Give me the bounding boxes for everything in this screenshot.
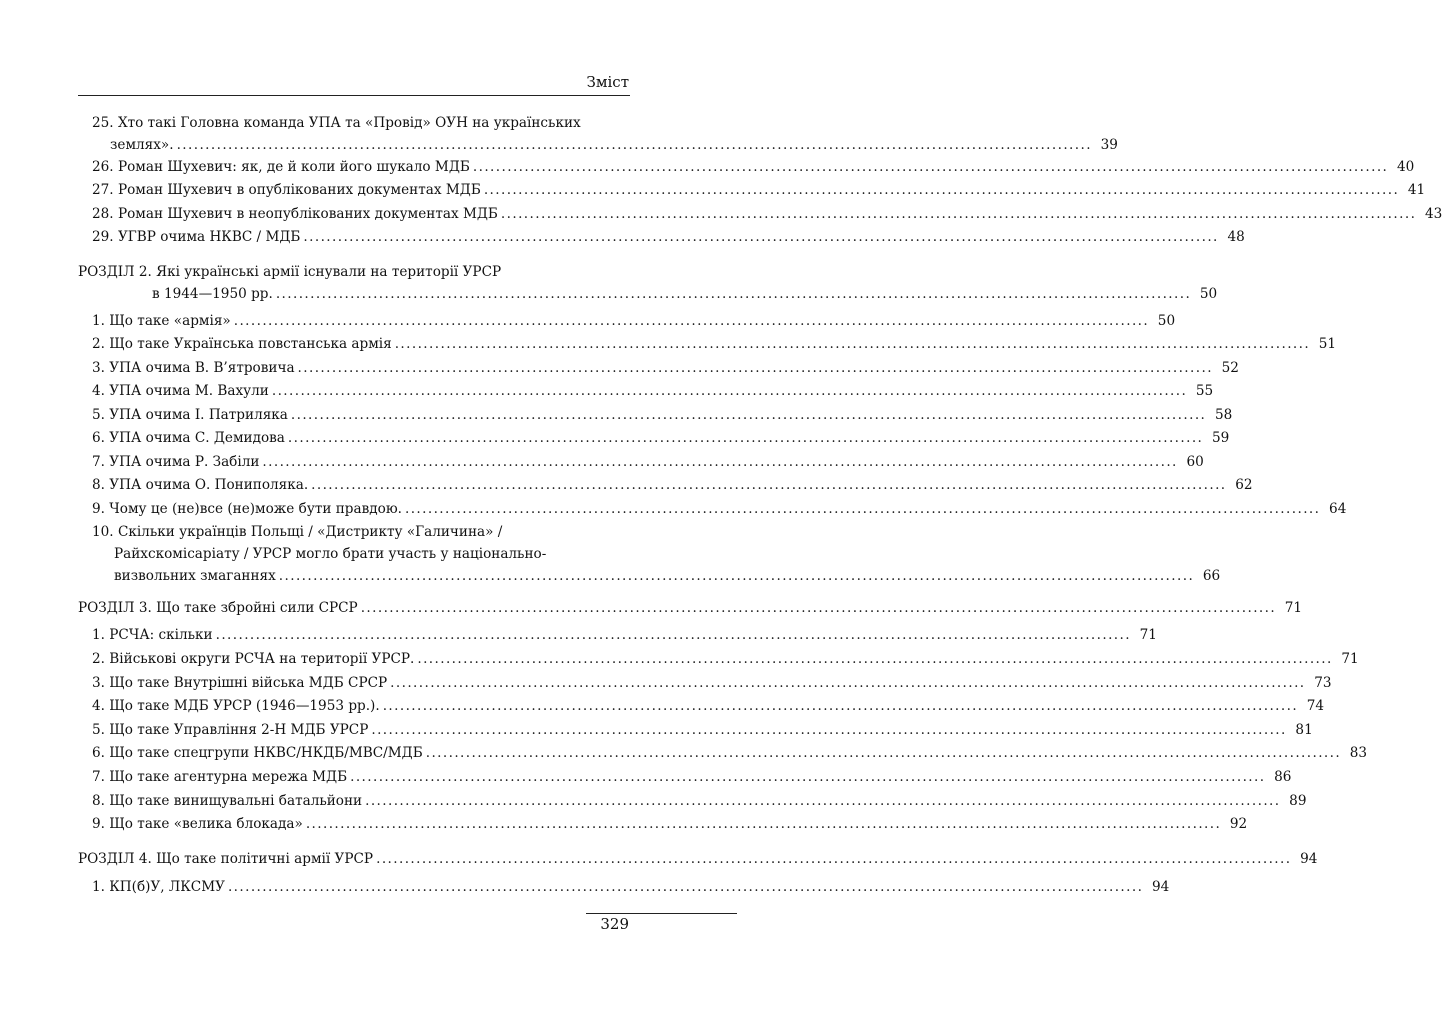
- toc-page-number: 66: [1202, 568, 1221, 584]
- dot-leader: ................................................................................................................................................................: [227, 879, 1144, 895]
- toc-entry-text: 6. УПА очима С. Демидова: [92, 430, 285, 446]
- toc-entry-3-6: [92, 742, 1368, 764]
- toc-entry-text: 6. Що таке спецгрупи НКВС/НКДБ/МВС/МДБ: [92, 745, 423, 761]
- toc-entry-text: 5. Що таке Управління 2-Н МДБ УРСР: [92, 722, 369, 738]
- toc-page-number: 52: [1221, 360, 1239, 376]
- toc-page-number: 62: [1235, 477, 1253, 493]
- toc-entry-2-5: [92, 404, 1233, 426]
- toc-entry-2-9: [92, 498, 1347, 520]
- dot-leader: ................................................................................................................................................................: [360, 600, 1277, 616]
- dot-leader: ................................................................................................................................................................: [275, 286, 1192, 302]
- dot-leader: ................................................................................................................................................................: [404, 501, 1321, 517]
- toc-entry-3-4: [92, 695, 1325, 717]
- toc-entry-text: 9. Чому це (не)все (не)може бути правдою.: [92, 501, 402, 517]
- toc-entry-2-8: [92, 474, 1253, 496]
- dot-leader: ................................................................................................................................................................: [297, 360, 1213, 376]
- dot-leader: ................................................................................................................................................................: [262, 454, 1178, 470]
- toc-entry-text: 2. Що таке Українська повстанська армія: [92, 336, 392, 352]
- toc-page-number: 83: [1349, 745, 1368, 761]
- toc-chapter-title: РОЗДІЛ 2. Які українські армії існували на території УРСР: [78, 264, 502, 280]
- toc-entry-2-3: [92, 357, 1239, 379]
- dot-leader: ................................................................................................................................................................: [425, 745, 1342, 761]
- dot-leader: ................................................................................................................................................................: [215, 627, 1131, 643]
- toc-chapter-3: [78, 597, 1303, 619]
- toc-entry-text: 2. Військові округи РСЧА на території УРСР.: [92, 651, 415, 667]
- toc-entry-text: 4. УПА очима М. Вахули: [92, 383, 269, 399]
- dot-leader: ................................................................................................................................................................: [287, 430, 1204, 446]
- toc-chapter-title: РОЗДІЛ 3. Що таке збройні сили СРСР: [78, 600, 358, 616]
- dot-leader: ................................................................................................................................................................: [472, 159, 1389, 175]
- toc-entry-2-6: [92, 427, 1230, 449]
- toc-entry-3-2: [92, 648, 1359, 670]
- toc-entry-text: 3. УПА очима В. В’ятровича: [92, 360, 295, 376]
- toc-entry-26: [92, 156, 1415, 178]
- toc-entry-text: 8. УПА очима О. Пониполяка.: [92, 477, 309, 493]
- page-header-title: Зміст: [586, 73, 629, 91]
- toc-page-number: 71: [1284, 600, 1303, 616]
- toc-entry-text: 25. Хто такі Головна команда УПА та «Провід» ОУН на українських: [92, 115, 581, 131]
- dot-leader: ................................................................................................................................................................: [233, 313, 1150, 329]
- toc-page-number: 81: [1295, 722, 1313, 738]
- toc-page-number: 40: [1396, 159, 1415, 175]
- toc-entry-text: 26. Роман Шухевич: як, де й коли його шукало МДБ: [92, 159, 470, 175]
- page-number: 329: [600, 915, 629, 933]
- toc-page-number: 58: [1214, 407, 1233, 423]
- toc-entry-3-3: [92, 672, 1332, 694]
- toc-entry-text: 10. Скільки українців Польщі / «Дистрикту «Галичина» /: [92, 524, 503, 540]
- toc-chapter-title: в 1944—1950 рр.: [152, 286, 273, 302]
- toc-page-number: 51: [1318, 336, 1337, 352]
- dot-leader: ................................................................................................................................................................: [483, 182, 1400, 198]
- toc-entry-3-5: [92, 719, 1313, 741]
- toc-entry-text: 28. Роман Шухевич в неопублікованих документах МДБ: [92, 206, 498, 222]
- toc-page-number: 50: [1157, 313, 1176, 329]
- dot-leader: ................................................................................................................................................................: [371, 722, 1287, 738]
- toc-entry-2-2: [92, 333, 1337, 355]
- toc-entry-2-4: [92, 380, 1214, 402]
- toc-entry-text: 1. РСЧА: скільки: [92, 627, 213, 643]
- dot-leader: ................................................................................................................................................................: [290, 407, 1207, 423]
- toc-page-number: 86: [1274, 769, 1292, 785]
- toc-page-number: 41: [1407, 182, 1426, 198]
- toc-entry-text: 8. Що таке винищувальні батальйони: [92, 793, 363, 809]
- toc-page-number: 64: [1329, 501, 1347, 517]
- toc-page-number: 43: [1424, 206, 1442, 222]
- toc-page-number: 71: [1341, 651, 1359, 667]
- toc-entry-text: 4. Що таке МДБ УРСР (1946—1953 рр.).: [92, 698, 380, 714]
- toc-entry-28: [92, 203, 1442, 225]
- dot-leader: ................................................................................................................................................................: [394, 336, 1311, 352]
- footer-rule: [586, 913, 737, 914]
- dot-leader: ................................................................................................................................................................: [376, 851, 1292, 867]
- toc-entry-text: 9. Що таке «велика блокада»: [92, 816, 303, 832]
- toc-entry-text: визвольних змаганнях: [114, 568, 276, 584]
- header-rule: [78, 95, 630, 96]
- toc-entry-text: 1. КП(б)У, ЛКСМУ: [92, 879, 225, 895]
- toc-entry-27: [92, 179, 1426, 201]
- toc-page-number: 39: [1100, 137, 1118, 153]
- toc-entry-2-10: [92, 521, 1221, 587]
- toc-entry-3-1: [92, 624, 1157, 646]
- toc-entry-3-8: [92, 790, 1307, 812]
- dot-leader: ................................................................................................................................................................: [417, 651, 1333, 667]
- dot-leader: ................................................................................................................................................................: [311, 477, 1227, 493]
- toc-page-number: 55: [1195, 383, 1214, 399]
- toc-entry-text: землях».: [110, 137, 174, 153]
- toc-page-number: 48: [1227, 229, 1245, 245]
- toc-entry-2-7: [92, 451, 1204, 473]
- dot-leader: ................................................................................................................................................................: [500, 206, 1417, 222]
- toc-entry-text: 1. Що таке «армія»: [92, 313, 231, 329]
- toc-page-number: 71: [1139, 627, 1157, 643]
- toc-entry-text: 5. УПА очима І. Патриляка: [92, 407, 288, 423]
- dot-leader: ................................................................................................................................................................: [176, 137, 1092, 153]
- toc-entry-25: [92, 112, 1118, 156]
- toc-entry-text: 27. Роман Шухевич в опублікованих документах МДБ: [92, 182, 481, 198]
- toc-entry-text: Райхскомісаріату / УРСР могло брати участь у національно-: [114, 546, 547, 562]
- dot-leader: ................................................................................................................................................................: [390, 675, 1306, 691]
- toc-chapter-title: РОЗДІЛ 4. Що таке політичні армії УРСР: [78, 851, 374, 867]
- toc-entry-text: 7. Що таке агентурна мережа МДБ: [92, 769, 348, 785]
- toc-page-number: 94: [1300, 851, 1318, 867]
- toc-entry-3-9: [92, 813, 1248, 835]
- dot-leader: ................................................................................................................................................................: [382, 698, 1299, 714]
- toc-entry-4-1: [92, 876, 1170, 898]
- dot-leader: ................................................................................................................................................................: [278, 568, 1195, 584]
- toc-entry-text: 3. Що таке Внутрішні війська МДБ СРСР: [92, 675, 388, 691]
- dot-leader: ................................................................................................................................................................: [365, 793, 1281, 809]
- toc-page-number: 60: [1186, 454, 1204, 470]
- toc-page-number: 50: [1199, 286, 1218, 302]
- toc-entry-text: 7. УПА очима Р. Забіли: [92, 454, 260, 470]
- toc-page-number: 89: [1289, 793, 1307, 809]
- toc-chapter-2: [78, 261, 1218, 305]
- toc-page-number: 59: [1211, 430, 1230, 446]
- dot-leader: ................................................................................................................................................................: [305, 816, 1222, 832]
- toc-entry-text: 29. УГВР очима НКВС / МДБ: [92, 229, 301, 245]
- dot-leader: ................................................................................................................................................................: [303, 229, 1219, 245]
- toc-page-number: 94: [1152, 879, 1170, 895]
- toc-page-number: 74: [1306, 698, 1325, 714]
- toc-entry-2-1: [92, 310, 1176, 332]
- toc-page-number: 92: [1229, 816, 1248, 832]
- toc-page-number: 73: [1314, 675, 1332, 691]
- toc-chapter-4: [78, 848, 1318, 870]
- toc-entry-3-7: [92, 766, 1292, 788]
- dot-leader: ................................................................................................................................................................: [271, 383, 1188, 399]
- dot-leader: ................................................................................................................................................................: [350, 769, 1266, 785]
- toc-entry-29: [92, 226, 1245, 248]
